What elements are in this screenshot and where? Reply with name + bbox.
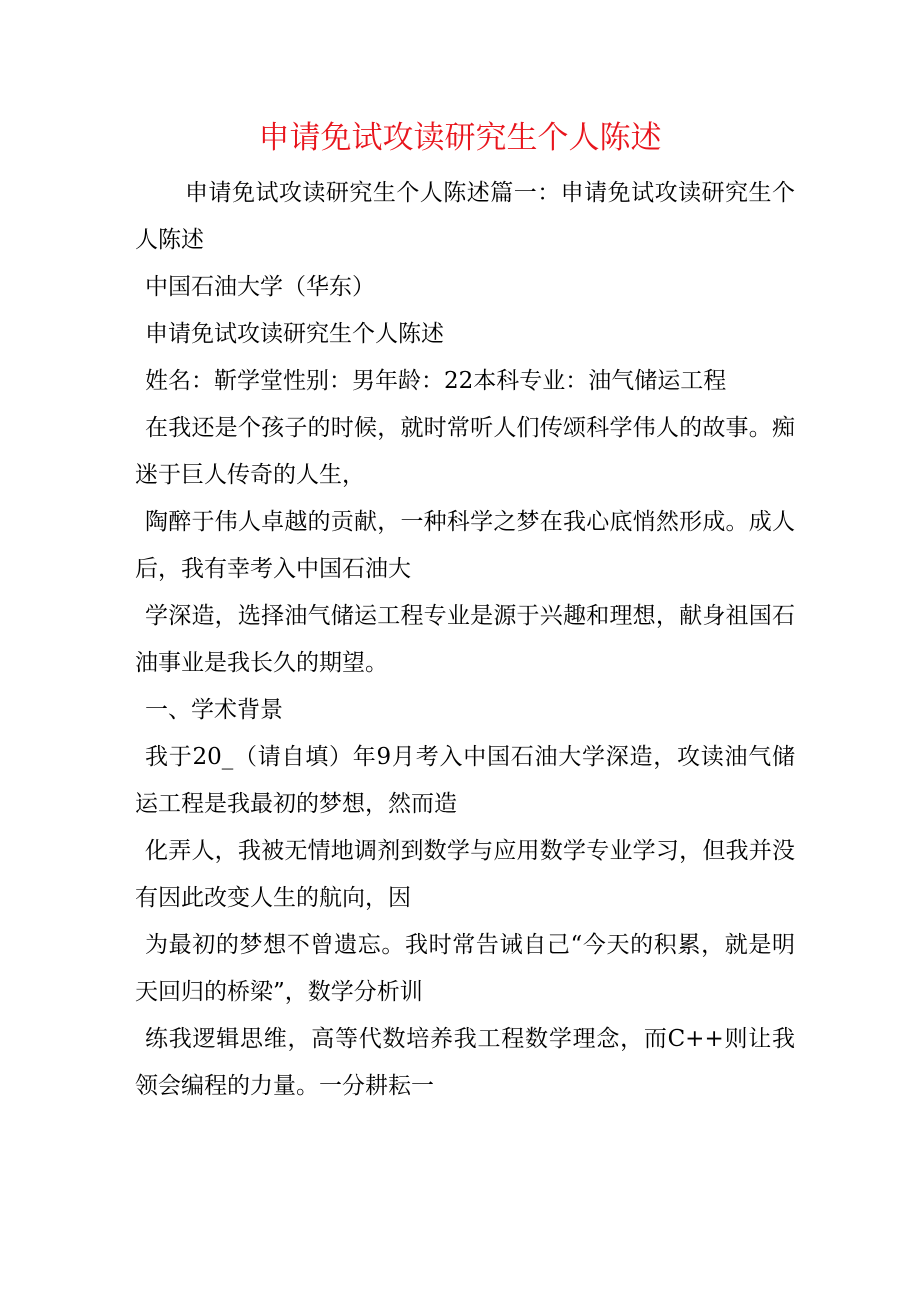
paragraph-personal-info: 姓名：靳学堂性别：男年龄：22本科专业：油气储运工程 xyxy=(145,368,727,394)
paragraph-enrollment: 我于20_（请自填）年9月考入中国石油大学深造，攻读油气储运工程是我最初的梦想，然而造 xyxy=(135,744,795,817)
paragraph-intro: 申请免试攻读研究生个人陈述篇一：申请免试攻读研究生个人陈述 xyxy=(135,180,795,253)
paragraph-university: 中国石油大学（华东） xyxy=(145,274,375,300)
paragraph-subtitle: 申请免试攻读研究生个人陈述 xyxy=(145,321,444,347)
paragraph-motto: 为最初的梦想不曾遗忘。我时常告诫自己“今天的积累，就是明天回归的桥梁”，数学分析训 xyxy=(135,932,795,1005)
paragraph-courses: 练我逻辑思维，高等代数培养我工程数学理念，而C++则让我领会编程的力量。一分耕耘一 xyxy=(135,1026,795,1099)
paragraph-dream: 陶醉于伟人卓越的贡献，一种科学之梦在我心底悄然形成。成人后，我有幸考入中国石油大 xyxy=(135,509,795,582)
paragraph-major-choice: 学深造，选择油气储运工程专业是源于兴趣和理想，献身祖国石油事业是我长久的期望。 xyxy=(135,603,795,676)
document-body xyxy=(135,170,795,1110)
paragraph-transfer: 化弄人，我被无情地调剂到数学与应用数学专业学习，但我并没有因此改变人生的航向，因 xyxy=(135,838,795,911)
paragraph-childhood: 在我还是个孩子的时候，就时常听人们传颂科学伟人的故事。痴迷于巨人传奇的人生， xyxy=(135,415,795,488)
section-heading-academic-background: 一、学术背景 xyxy=(145,697,283,723)
document-title: 申请免试攻读研究生个人陈述 xyxy=(258,120,662,156)
